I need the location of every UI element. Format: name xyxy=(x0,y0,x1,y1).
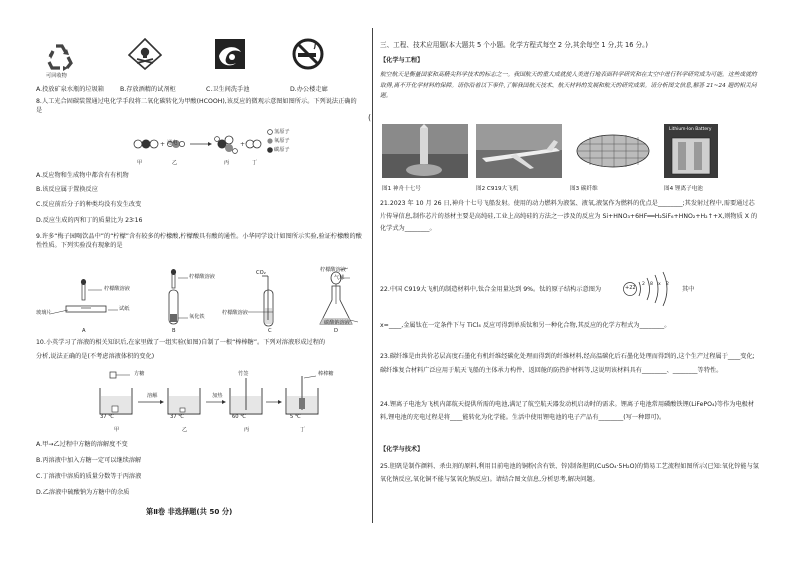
q10-beaker-yi: 乙 xyxy=(182,427,188,433)
caption-fig4: 图4 锂离子电池 xyxy=(664,186,703,192)
molecule-ding xyxy=(246,140,261,148)
legend-hydrogen: 氢原子 xyxy=(274,129,290,135)
q9-letter-d: D xyxy=(334,328,338,334)
q8-option-b: B.该反应属于置换反应 xyxy=(36,186,98,193)
section-2-title: 第Ⅱ卷 非选择题(共 50 分) xyxy=(146,507,233,516)
q8-option-c: C.反应前后分子的种类均没有发生改变 xyxy=(36,201,142,208)
svg-text:+: + xyxy=(240,141,246,148)
q21-text: 21.2023 年 10 月 26 日,神舟十七号飞船发射。使用的动力燃料为液氢、液氧,液氢作为燃料的优点是________;其发射过程中,需要通过芯片传导信息,制作芯片的基材主要是高纯硅,工业上高纯硅的方法之一涉及的反应为 Si+HNO₃+6HF══H₂SiF₆+HNO₂+H₂↑+X,则物质 X 的化学式为________。 xyxy=(380,200,758,233)
section-3-title: 三、工程、技术应用题(本大题共 5 个小题。化学方程式每空 2 分,其余每空 1 分,共 16 分。) xyxy=(380,41,648,49)
recycle-caption: 可回收物 xyxy=(46,73,67,79)
q9-a-top: 柠檬酸溶液 xyxy=(104,286,130,292)
legend-oxygen: 氧原子 xyxy=(274,138,290,144)
q8-option-a: A.反应物和生成物中都含有有机物 xyxy=(36,172,129,179)
q10-dissolve-label: 溶解 xyxy=(147,393,158,399)
battery-label: Lithium-Ion Battery xyxy=(669,127,712,132)
q10-temp-4: 5 ℃ xyxy=(290,414,301,420)
atom-shell-4: 2 xyxy=(666,282,669,287)
legend-carbon: 碳原子 xyxy=(274,147,290,153)
q10-option-d: D.乙溶液中硫酸钠为方糖中的余质 xyxy=(36,489,130,496)
q10-temp-1: 37 ℃ xyxy=(100,414,115,420)
molecule-diagram xyxy=(130,124,280,164)
q10-beaker-figure xyxy=(90,368,320,424)
column-divider xyxy=(372,28,373,523)
photo-shenzhou-17 xyxy=(382,124,468,178)
q10-text-1: 10.小英学习了溶液的相关知识后,在家里做了一组实验(如图)自制了一根“棒棒糖”。下列对溶液形成过程的 xyxy=(36,339,326,346)
molecule-bing xyxy=(215,136,238,153)
q9-b-right: 氧化铁 xyxy=(189,314,205,320)
q9-c-right: 柠檬酸溶液 xyxy=(222,310,248,316)
q10-beaker-ding: 丁 xyxy=(300,427,306,433)
option-d: D.办公楼走廊 xyxy=(290,86,328,93)
q25-text: 25.胆矾是制作颜料、杀虫剂的原料,利用目前电池的铜粉(含有铁、锌)制备胆矾(CuSO₄·5H₂O)的简易工艺流程如图所示(已知:氧化锌能与氢氧化钠反应,氧化铜不能与氢氧化钠反应)。请结合图文信息,分析思考,解决问题。 xyxy=(380,463,759,484)
q9-letter-a: A xyxy=(82,328,86,334)
q22-text-b: x=____,金属钛在一定条件下与 TiCl₄ 反应可得到单质钛和另一种化合物,其反应的化学方程式为________。 xyxy=(380,322,671,329)
q10-sugar-label: 方糖 xyxy=(134,371,145,377)
photo-carbon-fiber xyxy=(570,124,656,178)
q10-stick-label: 竹签 xyxy=(238,371,249,377)
q24-text: 24.锂离子电池为飞机内部航天提供所需的电池,满足了航空航天器发动机启动时的需求。锂离子电池常用磷酸铁锂(LiFePO₄)等作为电极材料,锂电池的充电过程是将____能转化为化学能。生活中使用锂电池的电子产品有________(写一种即可)。 xyxy=(380,401,755,422)
q22-tail: 其中 xyxy=(682,286,695,293)
photo-c919-aircraft xyxy=(476,124,562,178)
option-c: C.卫生间洗手池 xyxy=(206,86,250,93)
q9-letter-b: B xyxy=(172,328,176,334)
option-a: A.投放矿泉水瓶的垃圾箱 xyxy=(36,86,104,93)
molecule-jia xyxy=(134,140,158,149)
answer-bracket: ( xyxy=(368,113,372,122)
q9-d-mid: 气球 xyxy=(334,275,345,281)
q10-text-2: 分析,说法正确的是(不考虑溶液体积的变化) xyxy=(36,353,155,360)
q9-a-right: 试纸 xyxy=(119,306,130,312)
q10-beaker-bing: 丙 xyxy=(244,427,250,433)
label-yi: 乙 xyxy=(172,160,178,166)
toxic-hazard-icon xyxy=(128,38,162,70)
no-smoking-icon xyxy=(292,38,324,70)
q10-beaker-jia: 甲 xyxy=(114,427,120,433)
caption-fig1: 图1 神舟十七号 xyxy=(382,186,421,192)
q10-lollipop-label: 棒棒糖 xyxy=(318,371,334,377)
recycle-icon xyxy=(44,40,76,72)
atom-shell-1: 2 xyxy=(642,282,645,287)
caption-fig3: 图3 碳纤维 xyxy=(570,186,598,192)
q10-temp-3: 60 ℃ xyxy=(232,414,247,420)
q10-temp-2: 37 ℃ xyxy=(170,414,185,420)
svg-text:+: + xyxy=(160,141,166,148)
option-b: B.存放酒精的试剂柜 xyxy=(120,86,176,93)
label-jia: 甲 xyxy=(137,160,143,166)
caption-fig2: 图2 C919大飞机 xyxy=(476,186,519,192)
atom-nucleus: +22 xyxy=(625,285,636,291)
q9-letter-c: C xyxy=(268,328,272,334)
legend-atoms xyxy=(267,130,273,153)
q9-d-top: 柠檬酸溶液 xyxy=(320,267,346,273)
q9-text: 9.许多“梅子园喝饮品中”的“柠檬”含有较多的柠檬酸,柠檬酸具有酸的通性。小华同学设计如图所示实验,验证柠檬酸的酸性性质。下列实验没有现象的是 xyxy=(36,233,362,250)
label-bing: 丙 xyxy=(224,160,230,166)
q8-option-d: D.反应生成的丙和丁的质量比为 23∶16 xyxy=(36,217,143,224)
q9-d-right: 碳酸钠溶液 xyxy=(324,320,350,326)
label-ding: 丁 xyxy=(252,160,258,166)
subsection-engineering: 【化学与工程】 xyxy=(380,57,424,64)
atom-shell-3: x xyxy=(658,282,661,287)
intro-paragraph: 航空航天是衡量国家和高精尖科学技术的标志之一。我国航天的重大成就使人类进行地表面科学研究和在太空中进行科学研究成为可能。这些成就的取得,离不开化学材料的保障。请你沿着以下事件,了解我国航天技术、航天材料的发展和航天的研究成果。请分析图文信息,解答 21~24 题的相关问题。 xyxy=(380,72,757,99)
q22-text: 22.中国 C919大飞机的制造材料中,钛合金用量达到 9%。钛的原子结构示意图为 xyxy=(380,286,602,293)
subsection-technology: 【化学与技术】 xyxy=(380,446,424,453)
q23-text: 23.碳纤维是由共价芯层高度石墨化有机纤维经碳化处理而得到的纤维材料,经高温碳化后石墨化处理而得到的,这个生产过程属于____变化;碳纤维复合材料广泛应用于航天飞船的主体承力构件、返回舱的防热护材料等,这说明该材料具有________、________等特性。 xyxy=(380,353,755,374)
q10-heat-label: 加热 xyxy=(212,393,223,399)
q9-a-left: 玻璃片 xyxy=(36,310,52,316)
water-saving-icon xyxy=(214,38,246,70)
q10-option-c: C.丁溶液中溶质的质量分数等于丙溶液 xyxy=(36,473,142,480)
q9-c-top: CO₂ xyxy=(256,270,266,276)
q8-text: 8.人工光合固碳装置通过电化学手段将二氧化碳转化为甲酸(HCOOH),该反应的微观示意图如图所示。下列说法正确的是 xyxy=(36,98,357,115)
q9-b-top: 柠檬酸溶液 xyxy=(189,274,215,280)
arrow-label: 通电 xyxy=(167,140,178,146)
q10-option-a: A.甲→乙过程中方糖的溶解度不变 xyxy=(36,441,128,448)
atom-shell-2: 8 xyxy=(650,282,653,287)
q10-option-b: B.丙溶液中加入方糖一定可以继续溶解 xyxy=(36,457,142,464)
